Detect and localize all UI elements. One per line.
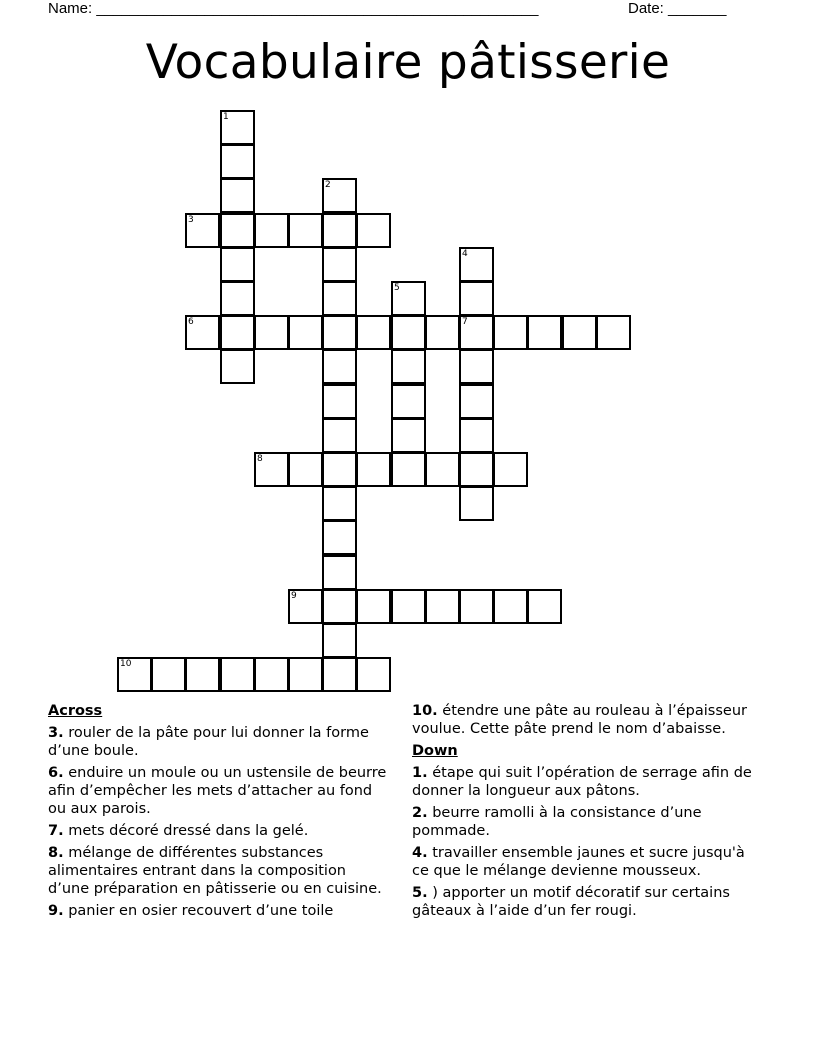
grid-cell[interactable] (322, 315, 357, 350)
grid-cell[interactable] (459, 315, 494, 350)
clue-down-4: 4. travailler ensemble jaunes et sucre jusqu'à ce que le mélange devienne mousseux. (412, 845, 745, 879)
grid-cell[interactable] (322, 213, 357, 248)
grid-cell[interactable] (391, 281, 426, 316)
clues-column-right (412, 702, 752, 924)
grid-cell[interactable] (185, 213, 220, 248)
grid-cell[interactable] (322, 486, 357, 521)
grid-cell[interactable] (459, 247, 494, 282)
grid-cell[interactable] (356, 315, 391, 350)
grid-cell[interactable] (220, 144, 255, 179)
grid-cell[interactable] (288, 657, 323, 692)
grid-cell[interactable] (425, 315, 460, 350)
grid-cell[interactable] (254, 452, 289, 487)
grid-cell[interactable] (220, 315, 255, 350)
grid-cell[interactable] (493, 452, 528, 487)
grid-cell[interactable] (356, 213, 391, 248)
grid-cell[interactable] (322, 418, 357, 453)
grid-cell[interactable] (356, 452, 391, 487)
grid-cell[interactable] (459, 418, 494, 453)
grid-cell[interactable] (288, 315, 323, 350)
grid-cell[interactable] (425, 452, 460, 487)
grid-cell[interactable] (322, 520, 357, 555)
grid-cell[interactable] (459, 452, 494, 487)
clue-across-8: 8. mélange de différentes substances alimentaires entrant dans la composition d’une préparation en pâtisserie ou en cuisine. (48, 845, 382, 897)
grid-cell[interactable] (220, 657, 255, 692)
clue-across-3: 3. rouler de la pâte pour lui donner la forme d’une boule. (48, 725, 369, 759)
grid-cell[interactable] (322, 384, 357, 419)
grid-cell[interactable] (459, 589, 494, 624)
grid-cell[interactable] (391, 452, 426, 487)
grid-cell[interactable] (322, 589, 357, 624)
grid-cell[interactable] (356, 589, 391, 624)
clue-down-1: 1. étape qui suit l’opération de serrage afin de donner la longueur aux pâtons. (412, 765, 752, 799)
grid-cell[interactable] (322, 452, 357, 487)
clue-across-7: 7. mets décoré dressé dans la gelé. (48, 823, 309, 839)
grid-cell[interactable] (220, 110, 255, 145)
grid-cell[interactable] (459, 486, 494, 521)
grid-cell[interactable] (391, 418, 426, 453)
grid-cell[interactable] (185, 657, 220, 692)
grid-cell[interactable] (391, 589, 426, 624)
grid-cell[interactable] (220, 178, 255, 213)
clues-column-left (48, 702, 388, 924)
clue-down-2: 2. beurre ramolli à la consistance d’une pommade. (412, 805, 702, 839)
grid-cell[interactable] (220, 213, 255, 248)
clue-across-9: 9. panier en osier recouvert d’une toile (48, 903, 334, 919)
grid-cell[interactable] (493, 589, 528, 624)
grid-cell[interactable] (322, 555, 357, 590)
clue-number: 1 (223, 112, 229, 122)
grid-cell[interactable] (117, 657, 152, 692)
clue-down-5: 5. ) apporter un motif décoratif sur certains gâteaux à l’aide d’un fer rougi. (412, 885, 730, 919)
grid-cell[interactable] (185, 315, 220, 350)
grid-cell[interactable] (459, 281, 494, 316)
down-heading: Down (412, 743, 458, 759)
grid-cell[interactable] (288, 452, 323, 487)
grid-cell[interactable] (322, 178, 357, 213)
grid-cell[interactable] (562, 315, 597, 350)
grid-cell[interactable] (425, 589, 460, 624)
grid-cell[interactable] (322, 657, 357, 692)
clue-number: 7 (462, 317, 468, 327)
grid-cell[interactable] (527, 589, 562, 624)
grid-cell[interactable] (356, 657, 391, 692)
grid-cell[interactable] (220, 281, 255, 316)
date-field[interactable]: Date: _______ (628, 0, 727, 17)
grid-cell[interactable] (254, 315, 289, 350)
grid-cell[interactable] (391, 315, 426, 350)
grid-cell[interactable] (493, 315, 528, 350)
grid-cell[interactable] (391, 349, 426, 384)
grid-cell[interactable] (288, 589, 323, 624)
grid-cell[interactable] (220, 349, 255, 384)
clue-number: 5 (394, 283, 400, 293)
clue-number: 9 (291, 591, 297, 601)
grid-cell[interactable] (151, 657, 186, 692)
grid-cell[interactable] (322, 349, 357, 384)
clue-number: 6 (188, 317, 194, 327)
clue-across-10: 10. étendre une pâte au rouleau à l’épaisseur voulue. Cette pâte prend le nom d’abaisse. (412, 703, 747, 737)
clue-across-6: 6. enduire un moule ou un ustensile de beurre afin d’empêcher les mets d’attacher au fond ou aux parois. (48, 765, 387, 817)
grid-cell[interactable] (322, 247, 357, 282)
grid-cell[interactable] (254, 213, 289, 248)
grid-cell[interactable] (459, 384, 494, 419)
clue-number: 3 (188, 215, 194, 225)
name-field[interactable]: Name: _____________________________________________________ (48, 0, 539, 17)
grid-cell[interactable] (596, 315, 631, 350)
grid-cell[interactable] (220, 247, 255, 282)
clue-number: 10 (120, 659, 132, 669)
clue-number: 4 (462, 249, 468, 259)
clue-number: 2 (325, 180, 331, 190)
page-title: Vocabulaire pâtisserie (145, 35, 671, 90)
grid-cell[interactable] (288, 213, 323, 248)
grid-cell[interactable] (322, 623, 357, 658)
across-heading: Across (48, 703, 103, 719)
grid-cell[interactable] (322, 281, 357, 316)
clue-number: 8 (257, 454, 263, 464)
grid-cell[interactable] (527, 315, 562, 350)
grid-cell[interactable] (459, 349, 494, 384)
grid-cell[interactable] (254, 657, 289, 692)
grid-cell[interactable] (391, 384, 426, 419)
